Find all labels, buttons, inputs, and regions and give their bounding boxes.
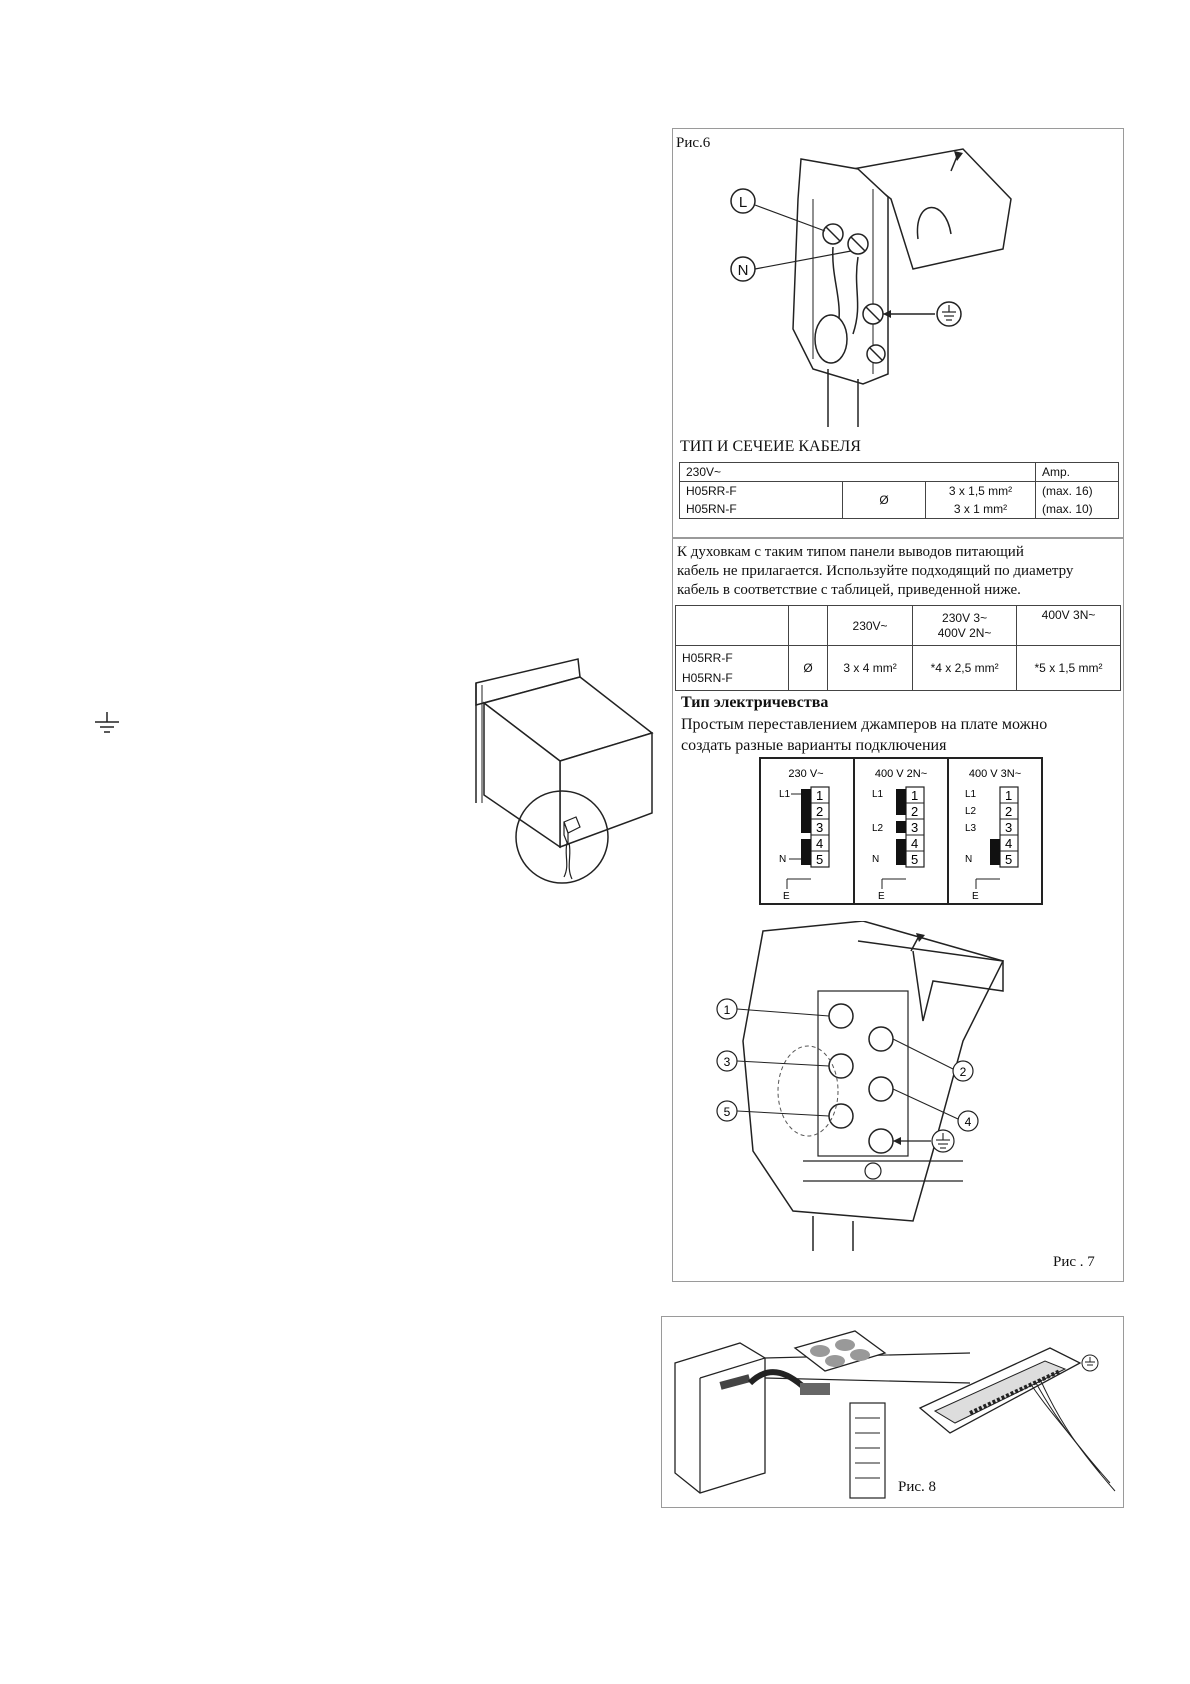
terminal-number: 3 <box>816 820 824 835</box>
terminal-number: 2 <box>816 804 824 819</box>
jumper-label: N <box>779 854 787 865</box>
terminal-number: 5 <box>911 852 919 867</box>
cable-section-table <box>679 462 1119 519</box>
fig8-installation-illustration <box>670 1323 1120 1503</box>
jumper-label: L1 <box>872 789 884 800</box>
fig6-terminal-illustration <box>713 139 1053 429</box>
power-type-text <box>681 714 1047 756</box>
fig7-label: Рис . 7 <box>1053 1254 1095 1270</box>
terminal-number: 2 <box>1005 804 1013 819</box>
cable-note-line: К духовкам с таким типом панели выводов питающий <box>677 544 1024 560</box>
cable-section-value-1: 3 x 1 mm² <box>926 500 1036 519</box>
cable-table-2-value-230v: 3 x 4 mm² <box>828 646 913 691</box>
fig7-callout-1: 1 <box>723 1003 731 1017</box>
jumper-label: L1 <box>965 789 977 800</box>
cable-table-2-value-400v3n: *5 x 1,5 mm² <box>1017 646 1121 691</box>
terminal-number: 3 <box>911 820 919 835</box>
cable-table-2-header-230v3-400v2n: 230V 3~ 400V 2N~ <box>913 606 1017 646</box>
cable-section-value-0: 3 x 1,5 mm² <box>926 482 1036 501</box>
cable-section-type-1: H05RN-F <box>680 500 843 519</box>
cable-table-2-diameter: Ø <box>789 646 828 691</box>
fig8-panel <box>661 1316 1124 1508</box>
fig6-panel <box>672 128 1124 538</box>
jumper-label: N <box>965 854 973 865</box>
terminal-number: 1 <box>816 788 824 803</box>
jumper-label: L3 <box>965 823 977 834</box>
terminal-number: 1 <box>911 788 919 803</box>
terminal-number: 4 <box>911 836 919 851</box>
fig7-panel <box>672 538 1124 1282</box>
earth-label: E <box>783 891 790 902</box>
earth-label: E <box>972 891 979 902</box>
cable-section-diameter: Ø <box>843 482 926 519</box>
cable-section-header-voltage: 230V~ <box>680 463 1036 482</box>
cable-section-header-amp: Amp. <box>1036 463 1119 482</box>
cable-note-line: кабель в соответствие с таблицей, приведенной ниже. <box>677 582 1021 598</box>
fig7-callout-5: 5 <box>723 1105 731 1119</box>
oven-box-illustration <box>468 655 658 895</box>
jumper-panel-title: 230 V~ <box>788 768 824 780</box>
terminal-number: 2 <box>911 804 919 819</box>
cable-table-2 <box>675 605 1121 691</box>
earth-label: E <box>878 891 885 902</box>
jumper-label: N <box>872 854 880 865</box>
cable-note-line: кабель не прилагается. Используйте подходящий по диаметру <box>677 563 1074 579</box>
cable-table-2-header-230v: 230V~ <box>828 606 913 646</box>
ground-symbol-icon <box>92 712 122 738</box>
cable-section-type-0: H05RR-F <box>680 482 843 501</box>
fig7-callout-3: 3 <box>723 1055 731 1069</box>
jumper-label: L2 <box>872 823 884 834</box>
fig8-label: Рис. 8 <box>898 1479 937 1495</box>
cable-section-title: ТИП И СЕЧЕИЕ КАБЕЛЯ <box>680 438 861 455</box>
terminal-number: 4 <box>816 836 824 851</box>
cable-note <box>677 543 1073 600</box>
fig6-label: Рис.6 <box>676 135 711 151</box>
jumper-label: L2 <box>965 806 977 817</box>
jumper-panel-title: 400 V 3N~ <box>968 768 1022 780</box>
terminal-number: 4 <box>1005 836 1013 851</box>
cable-section-amp-1: (max. 10) <box>1036 500 1119 519</box>
cable-table-2-value-400v2n: *4 x 2,5 mm² <box>913 646 1017 691</box>
power-type-line: создать разные варианты подключения <box>681 737 947 754</box>
cable-table-2-types: H05RR-F H05RN-F <box>676 646 789 691</box>
terminal-number: 3 <box>1005 820 1013 835</box>
fig7-callout-4: 4 <box>964 1115 972 1129</box>
power-type-line: Простым переставлением джамперов на плате можно <box>681 716 1048 733</box>
jumper-label: L1 <box>779 789 791 800</box>
fig7-callout-2: 2 <box>959 1065 967 1079</box>
fig6-callout-l: L <box>738 194 748 211</box>
terminal-number: 1 <box>1005 788 1013 803</box>
fig6-callout-n: N <box>737 262 749 279</box>
fig7-terminal-illustration <box>713 921 1043 1251</box>
jumper-diagrams <box>759 757 1043 905</box>
power-type-title: Тип электричевства <box>681 694 829 711</box>
terminal-number: 5 <box>816 852 824 867</box>
cable-table-2-header-400v3n: 400V 3N~ <box>1017 606 1121 646</box>
jumper-panel-title: 400 V 2N~ <box>874 768 928 780</box>
cable-section-amp-0: (max. 16) <box>1036 482 1119 501</box>
terminal-number: 5 <box>1005 852 1013 867</box>
